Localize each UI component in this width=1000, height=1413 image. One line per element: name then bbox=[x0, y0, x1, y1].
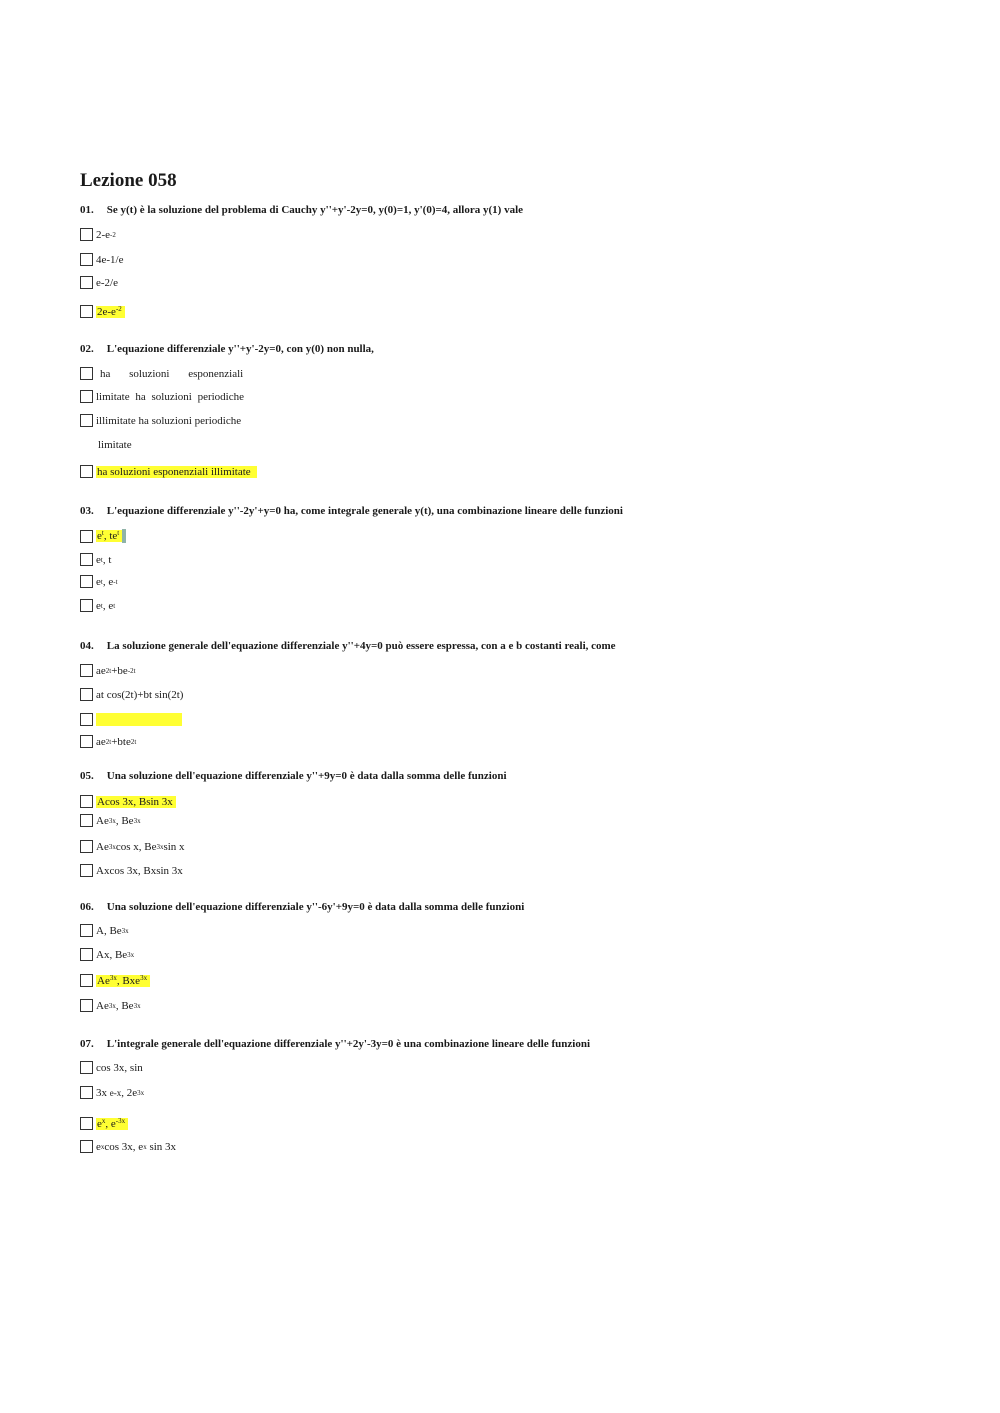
option-06-a[interactable]: A, Be 3x bbox=[80, 924, 129, 937]
question-text: L'equazione differenziale y''-2y'+y=0 ha, come integrale generale y(t), una combinazione lineare delle funzioni bbox=[106, 505, 623, 517]
question-number: 06. bbox=[80, 901, 94, 913]
checkbox[interactable] bbox=[80, 924, 93, 937]
question-number: 01. bbox=[80, 204, 94, 216]
checkbox[interactable] bbox=[80, 253, 93, 266]
option-04-a[interactable]: ae 2t +be -2t bbox=[80, 664, 136, 677]
option-01-b[interactable]: 4e-1/e bbox=[80, 253, 123, 266]
option-05-d[interactable]: Axcos 3x, Bxsin 3x bbox=[80, 864, 183, 877]
option-06-c-correct[interactable] bbox=[80, 974, 150, 987]
option-03-b[interactable]: e t , t bbox=[80, 553, 111, 566]
highlighted-answer: $e^t$, $te^t$ bbox=[96, 530, 122, 542]
question-04 bbox=[80, 640, 616, 652]
checkbox[interactable] bbox=[80, 735, 93, 748]
checkbox[interactable] bbox=[80, 688, 93, 701]
question-05 bbox=[80, 770, 507, 782]
option-03-a-correct[interactable] bbox=[80, 529, 126, 543]
checkbox[interactable] bbox=[80, 228, 93, 241]
highlighted-answer: $2e-e^{-2}$ bbox=[96, 306, 125, 318]
option-07-d[interactable]: e x cos 3x, e x sin 3x bbox=[80, 1140, 176, 1153]
question-text: L'equazione differenziale y''+y'-2y=0, con y(0) non nulla, bbox=[106, 343, 374, 355]
highlighted-answer bbox=[96, 713, 182, 726]
option-04-d[interactable]: ae 2t +bte 2t bbox=[80, 735, 136, 748]
option-03-c[interactable]: e t , e -t bbox=[80, 575, 118, 588]
page-title: Lezione 058 bbox=[80, 170, 177, 191]
checkbox[interactable] bbox=[80, 864, 93, 877]
selection-marker bbox=[122, 529, 126, 543]
checkbox[interactable] bbox=[80, 1117, 93, 1130]
question-number: 02. bbox=[80, 343, 94, 355]
checkbox[interactable] bbox=[80, 1086, 93, 1099]
option-06-b[interactable]: Ax, Be 3x bbox=[80, 948, 134, 961]
highlighted-answer: ha soluzioni esponenziali illimitate bbox=[96, 466, 257, 478]
checkbox[interactable] bbox=[80, 553, 93, 566]
option-02-c-continuation: limitate bbox=[98, 439, 132, 451]
option-05-b[interactable]: Ae 3x , Be 3x bbox=[80, 814, 141, 827]
question-01 bbox=[80, 204, 523, 216]
checkbox[interactable] bbox=[80, 974, 93, 987]
option-05-c[interactable]: Ae 3x cos x, Be 3x sin x bbox=[80, 840, 185, 853]
question-06 bbox=[80, 901, 524, 913]
checkbox[interactable] bbox=[80, 530, 93, 543]
checkbox[interactable] bbox=[80, 664, 93, 677]
question-number: 07. bbox=[80, 1038, 94, 1050]
option-03-d[interactable]: e t , e t bbox=[80, 599, 115, 612]
checkbox[interactable] bbox=[80, 367, 93, 380]
option-02-b[interactable]: limitate ha soluzioni periodiche bbox=[80, 390, 244, 403]
option-06-d[interactable]: Ae 3x , Be 3x bbox=[80, 999, 141, 1012]
option-07-c-correct[interactable] bbox=[80, 1117, 128, 1130]
question-02 bbox=[80, 343, 374, 355]
checkbox[interactable] bbox=[80, 948, 93, 961]
checkbox[interactable] bbox=[80, 1061, 93, 1074]
checkbox[interactable] bbox=[80, 795, 93, 808]
option-01-d-correct[interactable] bbox=[80, 305, 125, 318]
option-02-d-correct[interactable] bbox=[80, 465, 257, 478]
question-07 bbox=[80, 1038, 590, 1050]
checkbox[interactable] bbox=[80, 575, 93, 588]
option-01-c[interactable]: e-2/e bbox=[80, 276, 118, 289]
highlighted-answer: $Ae^{3x}$, Bxe$^{3x}$ bbox=[96, 975, 150, 987]
checkbox[interactable] bbox=[80, 713, 93, 726]
checkbox[interactable] bbox=[80, 1140, 93, 1153]
checkbox[interactable] bbox=[80, 599, 93, 612]
option-05-a-correct[interactable] bbox=[80, 795, 176, 808]
question-text: La soluzione generale dell'equazione differenziale y''+4y=0 può essere espressa, con a e b costanti reali, come bbox=[106, 640, 616, 652]
option-01-a[interactable]: 2-e -2 bbox=[80, 228, 116, 241]
checkbox[interactable] bbox=[80, 390, 93, 403]
highlighted-answer: Acos 3x, Bsin 3x bbox=[96, 796, 176, 808]
question-number: 04. bbox=[80, 640, 94, 652]
question-text: Se y(t) è la soluzione del problema di Cauchy y''+y'-2y=0, y(0)=1, y'(0)=4, allora y(1) vale bbox=[106, 204, 524, 216]
checkbox[interactable] bbox=[80, 414, 93, 427]
question-number: 05. bbox=[80, 770, 94, 782]
option-02-a[interactable]: ha soluzioni esponenziali bbox=[80, 367, 243, 380]
option-07-a[interactable]: cos 3x, sin bbox=[80, 1061, 143, 1074]
option-07-b[interactable]: 3x e-x , 2e 3x bbox=[80, 1086, 144, 1099]
option-04-b[interactable]: at cos(2t)+bt sin(2t) bbox=[80, 688, 183, 701]
question-text: L'integrale generale dell'equazione differenziale y''+2y'-3y=0 è una combinazione lineare delle funzioni bbox=[106, 1038, 590, 1050]
checkbox[interactable] bbox=[80, 465, 93, 478]
checkbox[interactable] bbox=[80, 814, 93, 827]
question-text: Una soluzione dell'equazione differenziale y''+9y=0 è data dalla somma delle funzioni bbox=[106, 770, 507, 782]
checkbox[interactable] bbox=[80, 305, 93, 318]
question-number: 03. bbox=[80, 505, 94, 517]
checkbox[interactable] bbox=[80, 999, 93, 1012]
checkbox[interactable] bbox=[80, 840, 93, 853]
checkbox[interactable] bbox=[80, 276, 93, 289]
question-03 bbox=[80, 505, 623, 517]
highlighted-answer: $e^x$, $e^{-3x}$ bbox=[96, 1118, 128, 1130]
option-04-c-correct[interactable] bbox=[80, 713, 182, 726]
question-text: Una soluzione dell'equazione differenziale y''-6y'+9y=0 è data dalla somma delle funzioni bbox=[106, 901, 525, 913]
option-02-c[interactable]: illimitate ha soluzioni periodiche bbox=[80, 414, 241, 427]
